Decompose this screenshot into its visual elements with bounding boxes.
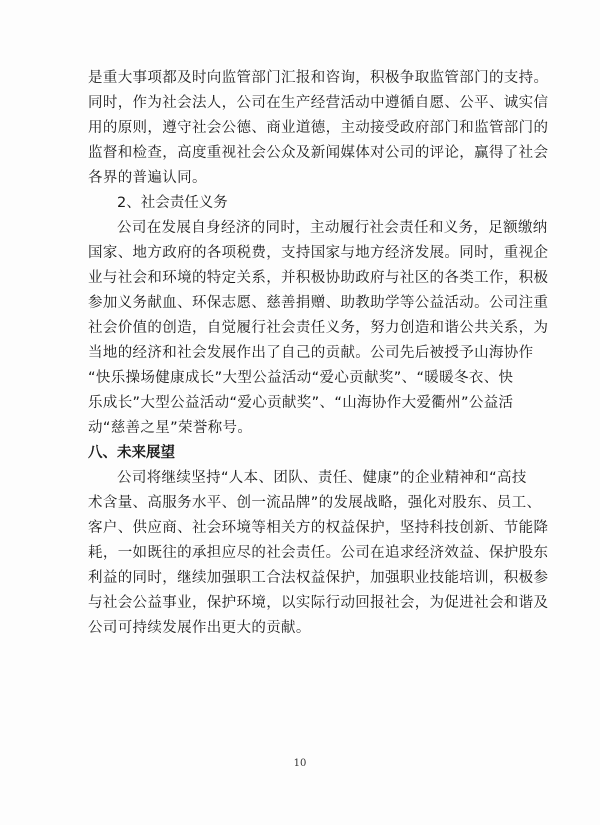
text-line: 公司将继续坚持“人本、团队、责任、健康”的企业精神和“高技 [117,470,527,486]
continuation-paragraph [88,66,549,191]
text-line: 动“慈善之星”荣誉称号。 [88,420,253,436]
text-line: 与社会公益事业，保护环境，以实际行动回报社会，为促进社会和谐及 [88,595,549,611]
section-title: 八、未来展望 [88,445,175,461]
text-line: 国家、地方政府的各项税费，支持国家与地方经济发展。同时，重视企 [88,245,549,261]
text-line: 耗，一如既往的承担应尽的社会责任。公司在追求经济效益、保护股东 [88,545,549,561]
text-line: 当地的经济和社会发展作出了自己的贡献。公司先后被授予山海协作 [88,345,534,361]
page-number: 10 [293,758,307,769]
text-line: 乐成长”大型公益活动“爱心贡献奖”、“山海协作大爱衢州”公益活 [88,395,514,411]
social-responsibility-paragraph [88,216,549,441]
text-line: 同时，作为社会法人，公司在生产经营活动中遵循自愿、公平、诚实信 [88,95,549,111]
text-line: 公司可持续发展作出更大的贡献。 [88,620,311,636]
subsection-title: 2、社会责任义务 [117,195,228,211]
text-line: 参加义务献血、环保志愿、慈善捐赠、助教助学等公益活动。公司注重 [88,295,549,311]
page-content [88,66,549,641]
text-line: 用的原则，遵守社会公德、商业道德，主动接受政府部门和监管部门的 [88,120,549,136]
text-line: 客户、供应商、社会环境等相关方的权益保护，坚持科技创新、节能降 [88,520,549,536]
text-line: 术含量、高服务水平、创一流品牌”的发展战略，强化对股东、员工、 [88,495,542,511]
text-line: “快乐操场健康成长”大型公益活动“爱心贡献奖”、“暖暖冬衣、快 [88,370,514,386]
text-line: 利益的同时，继续加强职工合法权益保护，加强职业技能培训，积极参 [88,570,549,586]
text-line: 是重大事项都及时向监管部门汇报和咨询，积极争取监管部门的支持。 [88,70,549,86]
text-line: 业与社会和环境的特定关系，并积极协助政府与社区的各类工作，积极 [88,270,549,286]
text-line: 各界的普遍认同。 [88,170,207,186]
future-outlook-paragraph [88,466,549,641]
text-line: 监督和检查，高度重视社会公众及新闻媒体对公司的评论，赢得了社会 [88,145,549,161]
text-line: 公司在发展自身经济的同时，主动履行社会责任和义务，足额缴纳 [117,220,548,236]
text-line: 社会价值的创造，自觉履行社会责任义务，努力创造和谐公共关系，为 [88,320,549,336]
